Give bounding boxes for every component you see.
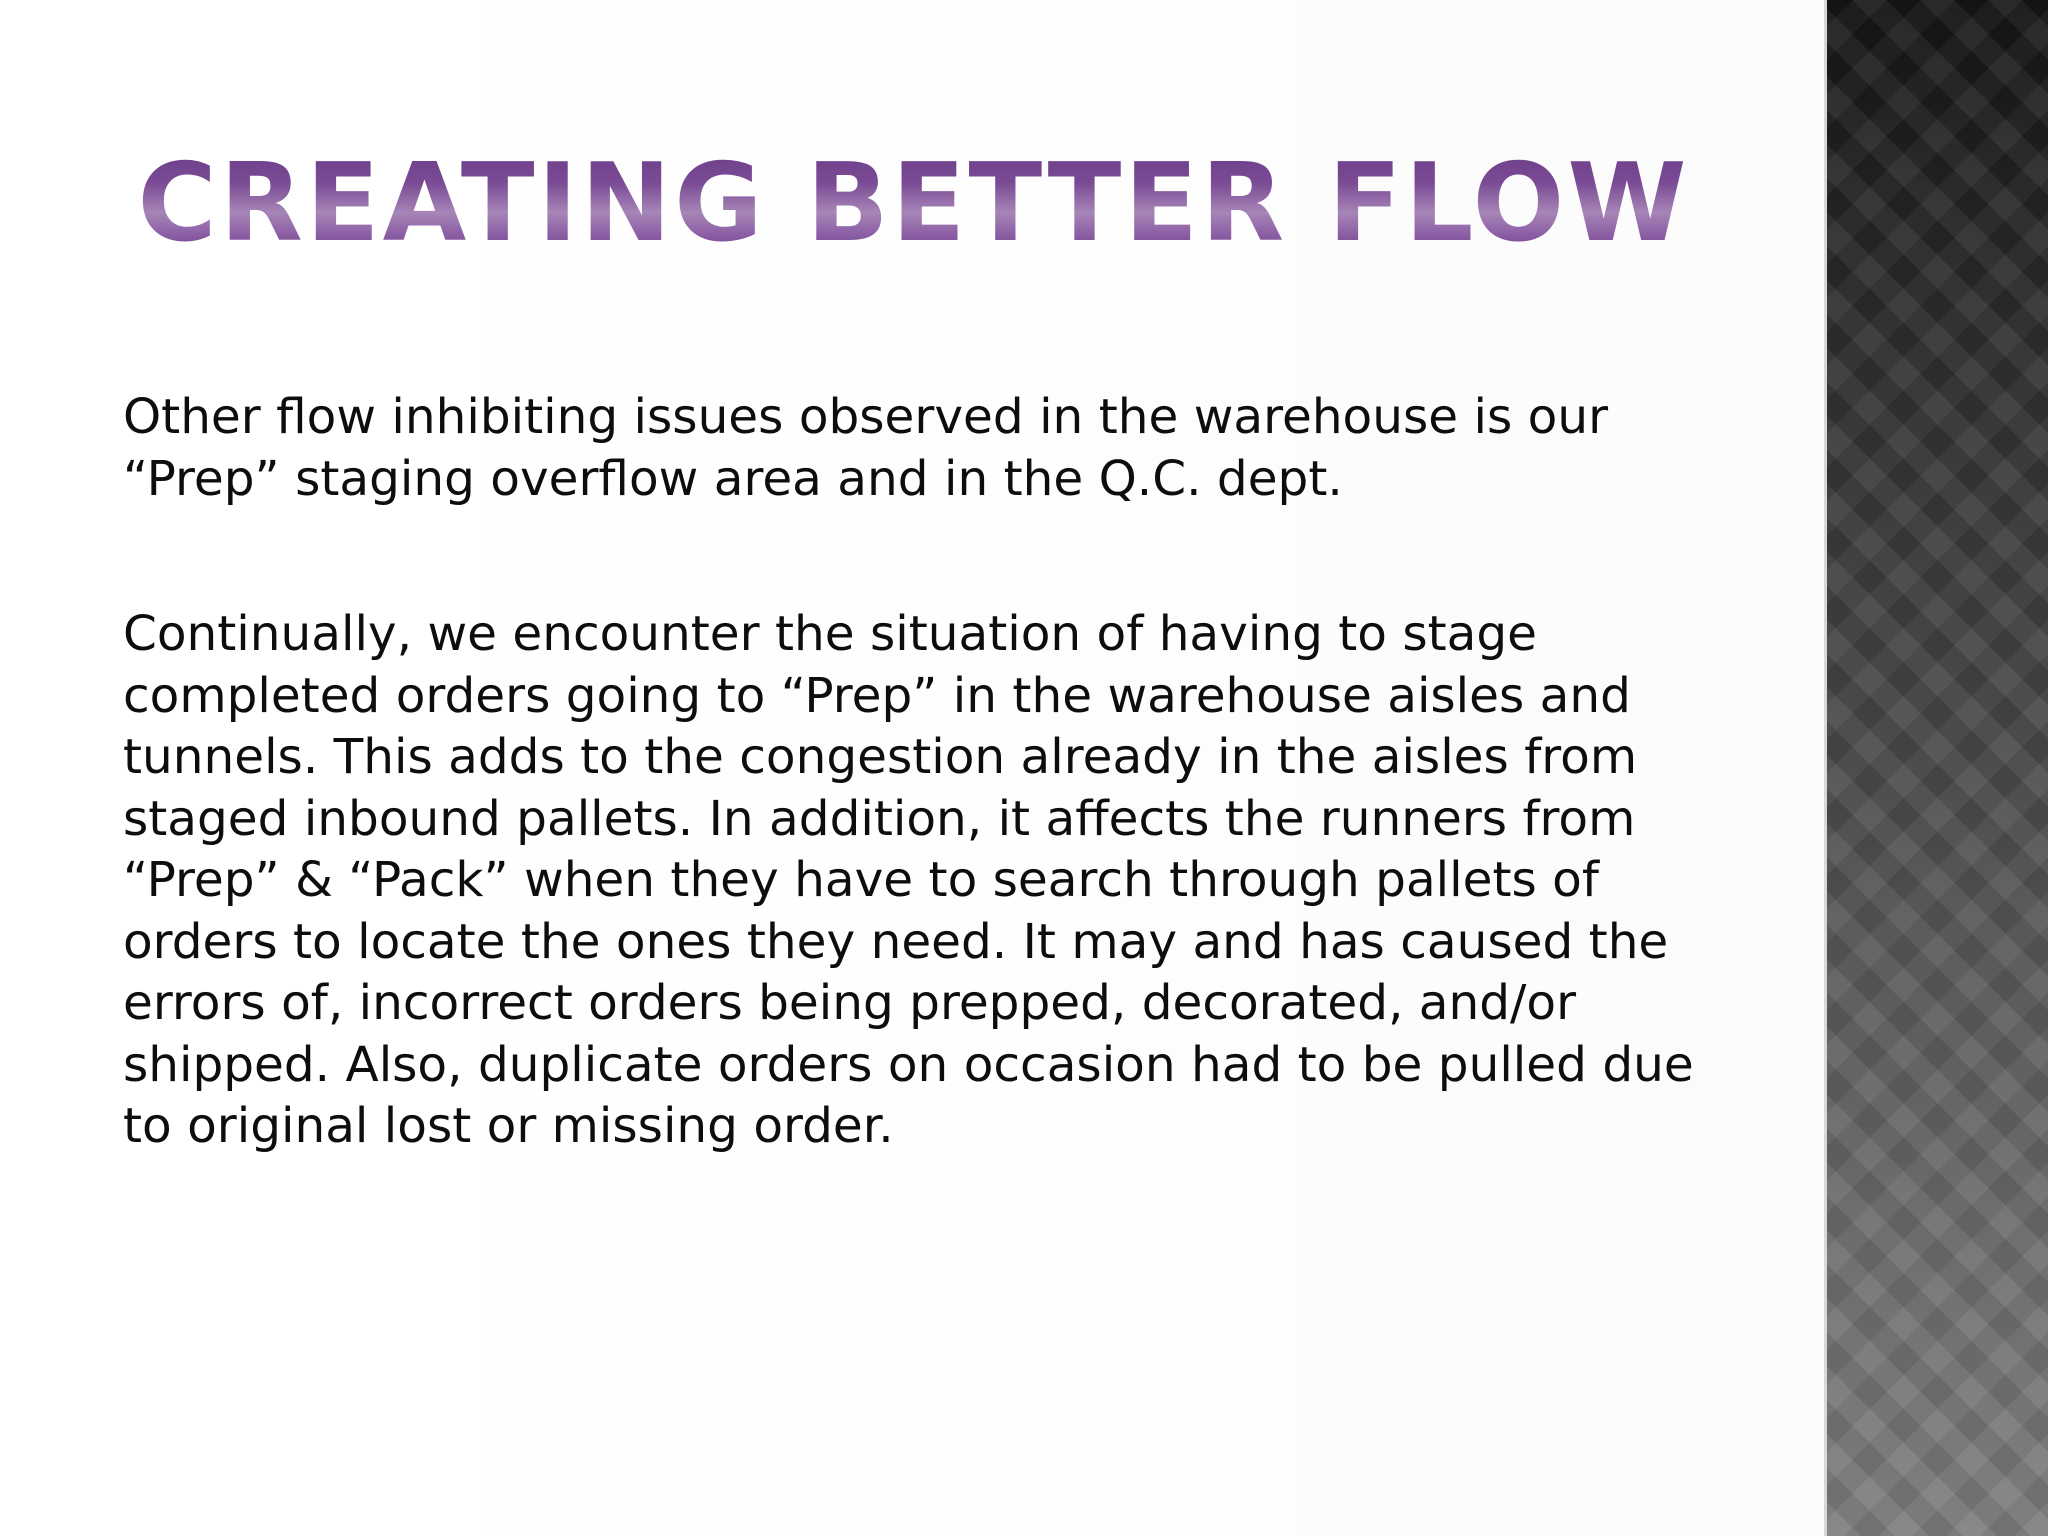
body-paragraph-1: Other flow inhibiting issues observed in the warehouse is our “Prep” staging overflow area and in the Q.C. dept. xyxy=(123,389,1609,507)
body-paragraph-2: Continually, we encounter the situation of having to stage completed orders going to “Prep” in the warehouse aisles and tunnels. This adds to the congestion already in the aisles from staged inbound pallets. In addition, it affects the runners from “Prep” & “Pack” when they have to search through pallets of orders to locate the ones they need. It may and has caused the errors of, incorrect orders being prepped, decorated, and/or shipped. Also, duplicate orders on occasion had to be pulled due to original lost or missing order. xyxy=(123,606,1694,1154)
decorative-side-bar xyxy=(1827,0,2048,1536)
slide-title: CREATING BETTER FLOW xyxy=(0,150,1827,258)
